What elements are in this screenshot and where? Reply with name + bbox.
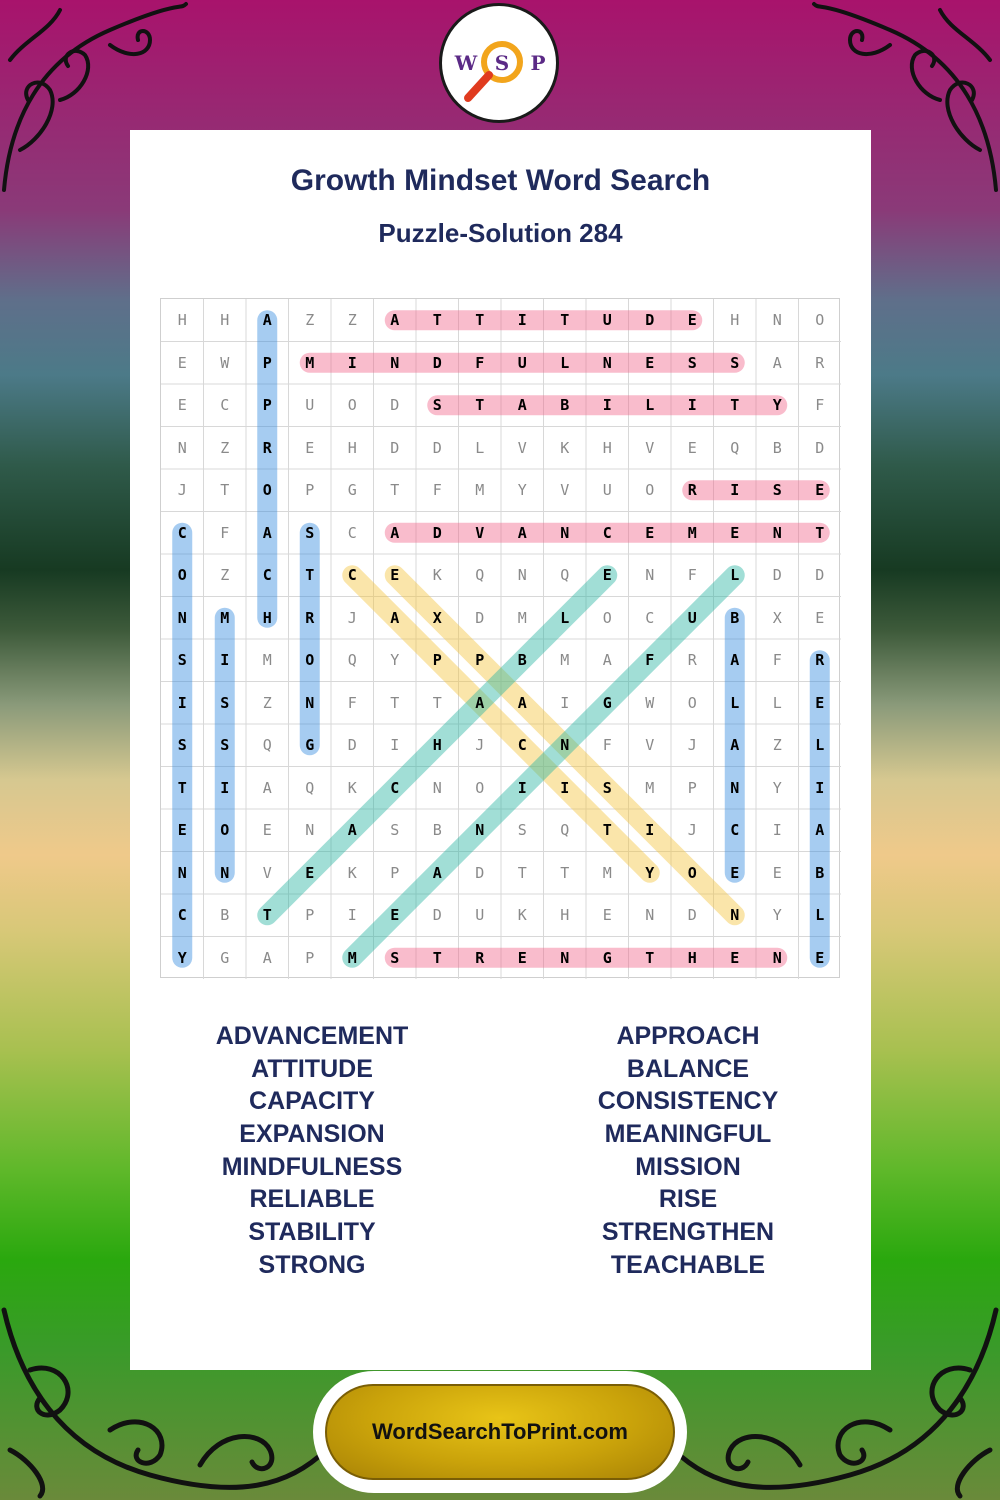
grid-cell[interactable]: L: [645, 396, 655, 414]
grid-cell[interactable]: D: [432, 353, 442, 372]
grid-cell[interactable]: P: [305, 481, 315, 499]
grid-cell[interactable]: A: [602, 651, 612, 669]
grid-cell[interactable]: V: [262, 863, 272, 882]
grid-cell[interactable]: A: [730, 651, 740, 669]
grid-cell[interactable]: K: [560, 438, 570, 457]
grid-cell[interactable]: S: [517, 821, 527, 839]
grid-cell[interactable]: E: [645, 353, 655, 372]
grid-cell[interactable]: I: [220, 651, 230, 669]
grid-cell[interactable]: E: [730, 863, 740, 882]
site-logo[interactable]: [439, 3, 559, 123]
grid-cell[interactable]: N: [645, 566, 655, 584]
grid-cell[interactable]: T: [560, 311, 570, 329]
grid-cell[interactable]: M: [517, 608, 527, 627]
grid-cell[interactable]: O: [687, 693, 697, 712]
word-search-grid: [160, 298, 840, 978]
grid-cell[interactable]: T: [262, 906, 272, 924]
grid-cell[interactable]: A: [390, 608, 400, 627]
grid-cell[interactable]: E: [687, 438, 697, 457]
grid-cell[interactable]: H: [730, 311, 740, 329]
word-list-item: ADVANCEMENT: [215, 1022, 409, 1050]
grid-cell[interactable]: S: [177, 651, 187, 669]
grid-cell[interactable]: X: [772, 608, 782, 627]
word-list-item: MISSION: [635, 1152, 741, 1181]
grid-cell[interactable]: C: [177, 906, 187, 924]
grid-cell[interactable]: N: [602, 353, 612, 372]
grid-cell[interactable]: P: [262, 353, 272, 372]
grid-cell[interactable]: I: [687, 396, 697, 414]
grid-cell[interactable]: A: [730, 736, 740, 754]
grid-cell[interactable]: A: [262, 948, 272, 967]
grid-cell[interactable]: T: [475, 311, 485, 329]
grid-cell[interactable]: I: [602, 396, 612, 414]
grid-cell[interactable]: E: [517, 948, 527, 967]
grid-cell[interactable]: V: [560, 481, 570, 499]
grid-cell[interactable]: N: [772, 523, 782, 542]
grid-cell[interactable]: H: [262, 608, 272, 627]
grid-cell[interactable]: Y: [177, 948, 187, 967]
grid-cell[interactable]: T: [432, 948, 442, 967]
grid-cell[interactable]: A: [475, 693, 485, 712]
grid-cell[interactable]: T: [390, 481, 400, 499]
grid-cell[interactable]: C: [390, 778, 400, 797]
grid-cell[interactable]: T: [815, 523, 825, 542]
grid-cell[interactable]: K: [347, 778, 357, 797]
grid-cell[interactable]: A: [262, 523, 272, 542]
grid-cell[interactable]: Z: [772, 736, 782, 754]
grid-cell[interactable]: C: [730, 821, 740, 839]
grid-cell[interactable]: E: [645, 523, 655, 542]
grid-cell[interactable]: Z: [220, 438, 230, 457]
grid-cell[interactable]: Y: [517, 481, 527, 499]
grid-cell[interactable]: B: [220, 906, 230, 924]
grid-cell[interactable]: N: [220, 863, 230, 882]
grid-cell[interactable]: F: [772, 651, 782, 669]
grid-cell[interactable]: D: [645, 311, 655, 329]
grid-cell[interactable]: C: [262, 566, 272, 584]
grid-cell[interactable]: L: [560, 608, 570, 627]
grid-cell[interactable]: Y: [645, 863, 655, 882]
grid-cell[interactable]: E: [305, 438, 315, 457]
grid-cell[interactable]: V: [645, 736, 655, 754]
grid-cell[interactable]: N: [560, 523, 570, 542]
grid-cell[interactable]: O: [815, 311, 825, 329]
grid-cell[interactable]: G: [602, 948, 612, 967]
grid-cell[interactable]: C: [347, 523, 357, 542]
grid-cell[interactable]: P: [390, 863, 400, 882]
grid-cell[interactable]: F: [475, 353, 485, 372]
grid-cell[interactable]: H: [687, 948, 697, 967]
grid-cell[interactable]: D: [347, 736, 357, 754]
grid-cell[interactable]: F: [602, 736, 612, 754]
grid-cell[interactable]: F: [687, 566, 697, 584]
grid-cell[interactable]: S: [390, 948, 400, 967]
grid-cell[interactable]: P: [432, 651, 442, 669]
grid-cell[interactable]: C: [220, 396, 230, 414]
word-list-item: EXPANSION: [239, 1120, 385, 1149]
grid-cell[interactable]: B: [815, 863, 825, 882]
word-list-item: RISE: [658, 1185, 718, 1214]
page-title: Growth Mindset Word Search: [290, 164, 711, 197]
grid-cell[interactable]: O: [262, 481, 272, 499]
grid-cell[interactable]: U: [475, 906, 485, 924]
grid-cell[interactable]: N: [560, 736, 570, 754]
grid-cell[interactable]: L: [815, 906, 825, 924]
grid-cell[interactable]: E: [177, 821, 187, 839]
grid-cell[interactable]: I: [560, 693, 570, 712]
grid-cell[interactable]: S: [687, 353, 697, 372]
word-list-item: APPROACH: [616, 1022, 760, 1050]
grid-cell[interactable]: O: [687, 863, 697, 882]
grid-cell[interactable]: H: [347, 438, 357, 457]
grid-cell[interactable]: I: [390, 736, 400, 754]
grid-cell[interactable]: I: [517, 778, 527, 797]
grid-cell[interactable]: R: [305, 608, 315, 627]
grid-cell[interactable]: E: [730, 948, 740, 967]
word-list-item: MINDFULNESS: [221, 1152, 403, 1181]
grid-cell[interactable]: B: [560, 396, 570, 414]
footer-banner[interactable]: [325, 1384, 675, 1480]
grid-cell[interactable]: N: [177, 438, 187, 457]
logo-letter-s: S: [494, 51, 510, 75]
grid-cell[interactable]: J: [687, 736, 697, 754]
grid-cell[interactable]: N: [645, 906, 655, 924]
grid-cell[interactable]: J: [347, 608, 357, 627]
grid-cell[interactable]: K: [432, 566, 442, 584]
grid-cell[interactable]: Z: [262, 693, 272, 712]
grid-cell[interactable]: F: [645, 651, 655, 669]
grid-cell[interactable]: A: [390, 523, 400, 542]
grid-cell[interactable]: R: [815, 353, 825, 372]
grid-cell[interactable]: E: [602, 566, 612, 584]
grid-cell[interactable]: E: [730, 523, 740, 542]
grid-cell[interactable]: S: [432, 396, 442, 414]
grid-cell[interactable]: T: [390, 693, 400, 712]
grid-cell[interactable]: I: [347, 353, 357, 372]
word-list-left: [162, 1020, 462, 1282]
grid-cell[interactable]: R: [262, 438, 272, 457]
grid-cell[interactable]: P: [475, 651, 485, 669]
grid-cell[interactable]: T: [305, 566, 315, 584]
grid-cell[interactable]: Q: [730, 438, 740, 457]
grid-cell[interactable]: C: [177, 523, 187, 542]
grid-cell[interactable]: S: [220, 736, 230, 754]
grid-cell[interactable]: G: [347, 481, 357, 499]
grid-cell[interactable]: I: [815, 778, 825, 797]
grid-cell[interactable]: M: [475, 481, 485, 499]
grid-cell[interactable]: U: [602, 481, 612, 499]
word-list-item: BALANCE: [626, 1054, 750, 1083]
grid-cell[interactable]: Q: [560, 821, 570, 839]
grid-cell[interactable]: N: [772, 948, 782, 967]
grid-cell[interactable]: M: [347, 948, 357, 967]
grid-cell[interactable]: S: [772, 481, 782, 499]
grid-cell[interactable]: M: [262, 651, 272, 669]
grid-cell[interactable]: S: [305, 523, 315, 542]
grid-cell[interactable]: A: [347, 821, 357, 839]
grid-cell[interactable]: L: [475, 438, 485, 457]
grid-cell[interactable]: T: [432, 693, 442, 712]
grid-cell[interactable]: U: [305, 396, 315, 414]
grid-cell[interactable]: V: [645, 438, 655, 457]
grid-cell[interactable]: N: [560, 948, 570, 967]
grid-cell[interactable]: E: [815, 693, 825, 712]
grid-cell[interactable]: L: [772, 693, 782, 712]
grid-cell[interactable]: O: [645, 481, 655, 499]
grid-cell[interactable]: A: [815, 821, 825, 839]
grid-cell[interactable]: A: [432, 863, 442, 882]
grid-cell[interactable]: U: [687, 608, 697, 627]
grid-cell[interactable]: D: [432, 438, 442, 457]
grid-cell[interactable]: Y: [772, 906, 782, 924]
grid-cell[interactable]: M: [560, 651, 570, 669]
grid-cell[interactable]: Q: [262, 736, 272, 754]
grid-cell[interactable]: T: [560, 863, 570, 882]
grid-cell[interactable]: E: [177, 353, 187, 372]
grid-cell[interactable]: D: [432, 906, 442, 924]
logo-letter-p: P: [530, 51, 546, 75]
grid-cell[interactable]: D: [432, 523, 442, 542]
grid-cell[interactable]: T: [602, 821, 612, 839]
grid-cell[interactable]: L: [560, 353, 570, 372]
word-list-item: RELIABLE: [249, 1185, 375, 1214]
grid-cell[interactable]: M: [220, 608, 230, 627]
grid-cell[interactable]: E: [815, 608, 825, 627]
grid-cell[interactable]: K: [347, 863, 357, 882]
grid-cell[interactable]: B: [772, 438, 782, 457]
grid-cell[interactable]: A: [517, 523, 527, 542]
grid-cell[interactable]: D: [815, 566, 825, 584]
word-list-item: STRONG: [258, 1250, 366, 1279]
grid-cell[interactable]: E: [305, 863, 315, 882]
grid-cell[interactable]: Q: [475, 566, 485, 584]
grid-cell[interactable]: D: [475, 608, 485, 627]
page-subtitle: Puzzle-Solution 284: [378, 218, 623, 248]
grid-cell[interactable]: F: [347, 693, 357, 712]
grid-cell[interactable]: L: [815, 736, 825, 754]
grid-cell[interactable]: C: [602, 523, 612, 542]
grid-cell[interactable]: W: [220, 353, 230, 372]
grid-cell[interactable]: Z: [220, 566, 230, 584]
grid-cell[interactable]: A: [772, 353, 782, 372]
grid-cell[interactable]: D: [772, 566, 782, 584]
grid-cell[interactable]: P: [305, 948, 315, 967]
grid-cell[interactable]: B: [517, 651, 527, 669]
word-list-right: [538, 1020, 838, 1282]
grid-cell[interactable]: O: [602, 608, 612, 627]
grid-cell[interactable]: I: [177, 693, 187, 712]
grid-cell[interactable]: Q: [347, 651, 357, 669]
word-list-item: STRENGTHEN: [601, 1218, 775, 1247]
grid-cell[interactable]: I: [645, 821, 655, 839]
word-list-item: CONSISTENCY: [597, 1087, 779, 1116]
grid-cell[interactable]: U: [602, 311, 612, 329]
grid-cell[interactable]: Q: [305, 778, 315, 797]
grid-cell[interactable]: H: [560, 906, 570, 924]
grid-cell[interactable]: E: [390, 566, 400, 584]
grid-cell[interactable]: S: [177, 736, 187, 754]
grid-cell[interactable]: D: [390, 396, 400, 414]
grid-cell[interactable]: L: [730, 693, 740, 712]
grid-cell[interactable]: W: [645, 693, 655, 712]
grid-cell[interactable]: P: [305, 906, 315, 924]
grid-cell[interactable]: D: [815, 438, 825, 457]
grid-cell[interactable]: N: [390, 353, 400, 372]
grid-cell[interactable]: T: [517, 863, 527, 882]
grid-cell[interactable]: R: [687, 651, 697, 669]
grid-cell[interactable]: E: [177, 396, 187, 414]
grid-cell[interactable]: T: [177, 778, 187, 797]
grid-cell[interactable]: E: [687, 311, 697, 329]
grid-cell[interactable]: T: [432, 311, 442, 329]
grid-cell[interactable]: Z: [347, 311, 357, 329]
grid-cell[interactable]: S: [220, 693, 230, 712]
grid-cell[interactable]: T: [730, 396, 740, 414]
grid-cell[interactable]: S: [730, 353, 740, 372]
grid-cell[interactable]: I: [517, 311, 527, 329]
grid-cell[interactable]: Q: [560, 566, 570, 584]
grid-cell[interactable]: P: [687, 778, 697, 797]
grid-cell[interactable]: I: [347, 906, 357, 924]
grid-cell[interactable]: S: [602, 778, 612, 797]
grid-cell[interactable]: A: [390, 311, 400, 329]
grid-cell[interactable]: N: [432, 778, 442, 797]
grid-cell[interactable]: A: [262, 311, 272, 329]
grid-cell[interactable]: T: [645, 948, 655, 967]
grid-cell[interactable]: Y: [772, 778, 782, 797]
grid-cell[interactable]: V: [475, 523, 485, 542]
grid-cell[interactable]: E: [815, 481, 825, 499]
grid-cell[interactable]: E: [815, 948, 825, 967]
grid-cell[interactable]: S: [390, 821, 400, 839]
grid-cell[interactable]: C: [645, 608, 655, 627]
grid-cell[interactable]: Y: [390, 651, 400, 669]
word-list-item: ATTITUDE: [251, 1054, 373, 1083]
grid-cell[interactable]: F: [220, 523, 230, 542]
grid-cell[interactable]: N: [730, 778, 740, 797]
grid-cell[interactable]: N: [475, 821, 485, 839]
grid-cell[interactable]: H: [432, 736, 442, 754]
grid-cell[interactable]: E: [390, 906, 400, 924]
grid-cell[interactable]: O: [475, 778, 485, 797]
grid-cell[interactable]: J: [475, 736, 485, 754]
grid-cell[interactable]: A: [517, 396, 527, 414]
grid-cell[interactable]: D: [687, 906, 697, 924]
grid-cell[interactable]: A: [517, 693, 527, 712]
grid-cell[interactable]: C: [517, 736, 527, 754]
logo-letter-w: W: [454, 51, 478, 75]
grid-cell[interactable]: I: [730, 481, 740, 499]
grid-cell[interactable]: G: [305, 736, 315, 754]
word-list-item: TEACHABLE: [610, 1250, 766, 1279]
grid-cell[interactable]: H: [602, 438, 612, 457]
grid-cell[interactable]: T: [220, 481, 230, 499]
grid-cell[interactable]: U: [517, 353, 527, 372]
site-link[interactable]: WordSearchToPrint.com: [372, 1419, 628, 1444]
grid-cell[interactable]: R: [687, 481, 697, 499]
grid-cell[interactable]: F: [815, 396, 825, 414]
grid-cell[interactable]: O: [347, 396, 357, 414]
grid-cell[interactable]: N: [772, 311, 782, 329]
grid-cell[interactable]: N: [305, 821, 315, 839]
grid-cell[interactable]: M: [602, 863, 612, 882]
grid-cell[interactable]: J: [177, 481, 187, 499]
grid-cell[interactable]: B: [730, 608, 740, 627]
grid-cell[interactable]: E: [772, 863, 782, 882]
grid-cell[interactable]: M: [687, 523, 697, 542]
grid-cell[interactable]: D: [390, 438, 400, 457]
word-list-item: CAPACITY: [249, 1087, 375, 1116]
grid-cell[interactable]: G: [602, 693, 612, 712]
word-list-item: STABILITY: [248, 1218, 376, 1247]
grid-cell[interactable]: T: [475, 396, 485, 414]
grid-cell[interactable]: B: [432, 821, 442, 839]
grid-cell[interactable]: I: [772, 821, 782, 839]
grid-cell[interactable]: O: [220, 821, 230, 839]
grid-cell[interactable]: R: [815, 651, 825, 669]
grid-cell[interactable]: N: [517, 566, 527, 584]
grid-cell[interactable]: J: [687, 821, 697, 839]
grid-cell[interactable]: N: [730, 906, 740, 924]
grid-cell[interactable]: L: [730, 566, 740, 584]
grid-cell[interactable]: E: [262, 821, 272, 839]
grid-cell[interactable]: N: [177, 863, 187, 882]
grid-cell[interactable]: N: [305, 693, 315, 712]
grid-cell[interactable]: E: [602, 906, 612, 924]
grid-cell[interactable]: C: [347, 566, 357, 584]
grid-cell[interactable]: O: [177, 566, 187, 584]
grid-cell[interactable]: X: [432, 608, 442, 627]
grid-cell[interactable]: D: [475, 863, 485, 882]
grid-cell[interactable]: N: [177, 608, 187, 627]
grid-cell[interactable]: I: [220, 778, 230, 797]
grid-cell[interactable]: Z: [305, 311, 315, 329]
grid-cell[interactable]: H: [177, 311, 187, 329]
word-list-item: MEANINGFUL: [604, 1120, 772, 1149]
grid-cell[interactable]: I: [560, 778, 570, 797]
grid-cell[interactable]: M: [645, 778, 655, 797]
grid-cell[interactable]: R: [475, 948, 485, 967]
grid-cell[interactable]: A: [262, 778, 272, 797]
grid-cell[interactable]: O: [305, 651, 315, 669]
grid-cell[interactable]: P: [262, 396, 272, 414]
grid-cell[interactable]: V: [517, 438, 527, 457]
magnifier-icon: [442, 6, 556, 120]
grid-cell[interactable]: G: [220, 948, 230, 967]
grid-cell[interactable]: F: [432, 481, 442, 499]
grid-cell[interactable]: M: [305, 353, 315, 372]
grid-cell[interactable]: H: [220, 311, 230, 329]
grid-cell[interactable]: K: [517, 906, 527, 924]
grid-cell[interactable]: Y: [772, 396, 782, 414]
